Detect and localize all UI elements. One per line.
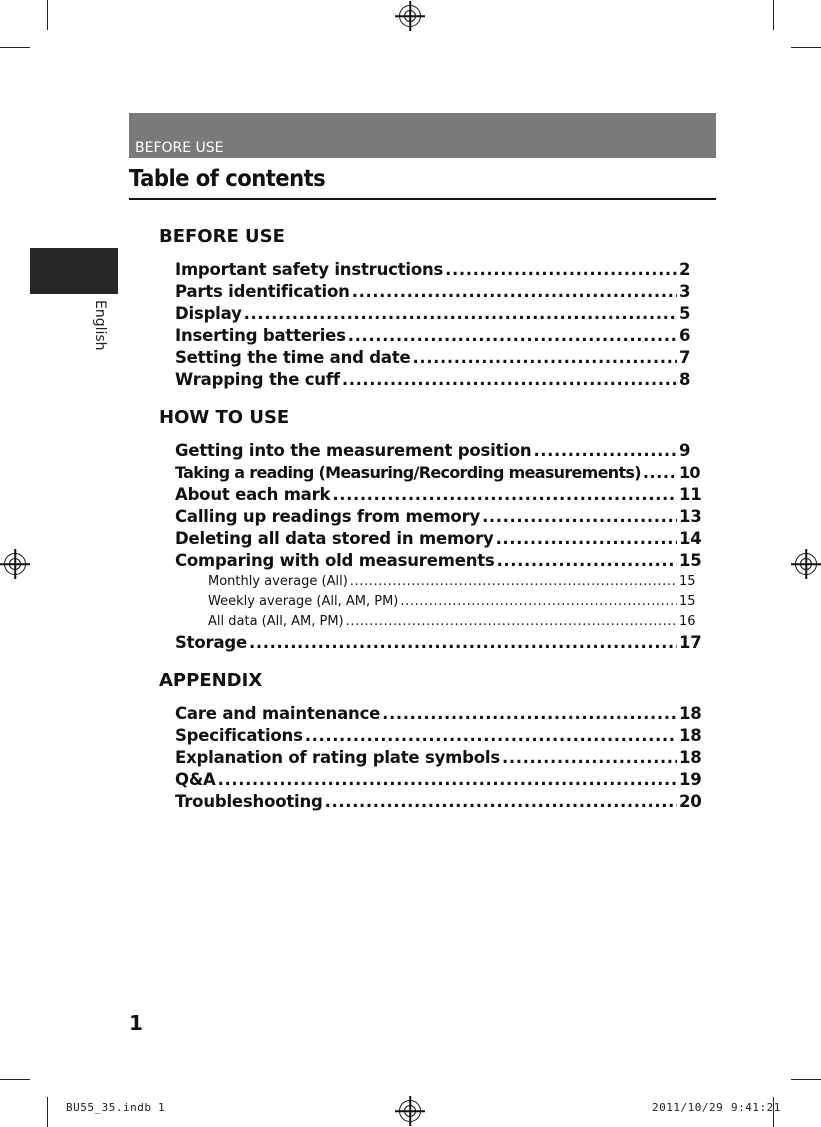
crop-mark bbox=[47, 0, 48, 30]
leader-dots bbox=[325, 791, 677, 813]
page-title: Table of contents bbox=[129, 166, 326, 192]
slug-file: BU55_35.indb bbox=[66, 1101, 152, 1114]
toc-entry[interactable] bbox=[175, 550, 702, 572]
title-divider bbox=[129, 198, 716, 200]
toc-entry-label: Explanation of rating plate symbols bbox=[175, 748, 500, 767]
registration-mark-icon bbox=[795, 553, 817, 575]
toc-entry-label: Care and maintenance bbox=[175, 704, 381, 723]
leader-dots bbox=[533, 440, 677, 462]
toc-entry-page: 15 bbox=[679, 594, 696, 609]
leader-dots bbox=[352, 281, 677, 303]
leader-dots bbox=[350, 572, 677, 592]
toc-entry-label: Taking a reading (Measuring/Recording measurements) bbox=[175, 463, 641, 482]
leader-dots bbox=[482, 506, 677, 528]
toc-entry-page: 17 bbox=[679, 633, 702, 652]
toc-subentry[interactable] bbox=[175, 572, 696, 592]
toc-subentry[interactable] bbox=[175, 592, 696, 612]
toc-entry-page: 5 bbox=[679, 304, 691, 323]
leader-dots bbox=[643, 462, 677, 484]
section-label: BEFORE USE bbox=[135, 140, 224, 156]
toc-entry-label: Specifications bbox=[175, 726, 303, 745]
toc-entry[interactable] bbox=[175, 484, 702, 506]
toc-entry[interactable] bbox=[175, 440, 689, 462]
leader-dots bbox=[382, 703, 677, 725]
crop-mark bbox=[773, 0, 774, 30]
toc-entry-page: 2 bbox=[679, 260, 691, 279]
toc-entry[interactable] bbox=[175, 369, 689, 391]
leader-dots bbox=[218, 769, 677, 791]
crop-mark bbox=[0, 1079, 30, 1080]
toc-entry[interactable] bbox=[175, 791, 702, 813]
toc-entry-label: Important safety instructions bbox=[175, 260, 444, 279]
toc-entry-page: 10 bbox=[679, 463, 700, 482]
toc-entry-label: Getting into the measurement position bbox=[175, 441, 532, 460]
crop-mark bbox=[791, 47, 821, 48]
leader-dots bbox=[496, 528, 677, 550]
toc-entry-page: 18 bbox=[679, 726, 702, 745]
section-gap bbox=[159, 391, 689, 405]
toc-entry-label: Comparing with old measurements bbox=[175, 551, 495, 570]
leader-dots bbox=[502, 747, 677, 769]
toc-entry-label: Setting the time and date bbox=[175, 348, 411, 367]
toc-entry-label: Troubleshooting bbox=[175, 792, 323, 811]
toc-entry-page: 14 bbox=[679, 529, 702, 548]
toc-entry-page: 15 bbox=[679, 551, 702, 570]
leader-dots bbox=[305, 725, 677, 747]
toc-entry-page: 16 bbox=[679, 614, 696, 629]
leader-dots bbox=[249, 632, 677, 654]
language-tab bbox=[30, 248, 118, 294]
toc-list bbox=[175, 259, 689, 391]
toc-entry-page: 9 bbox=[679, 441, 691, 460]
toc-entry-page: 18 bbox=[679, 704, 702, 723]
toc-entry[interactable] bbox=[175, 347, 689, 369]
toc-list bbox=[175, 703, 702, 813]
toc-entry[interactable] bbox=[175, 632, 702, 654]
toc-entry-label: Inserting batteries bbox=[175, 326, 346, 345]
toc-entry-label: Monthly average (All) bbox=[208, 574, 348, 589]
slug-time: 9:41:21 bbox=[731, 1101, 781, 1114]
language-label: English bbox=[92, 300, 108, 351]
section-band bbox=[129, 113, 716, 158]
crop-mark bbox=[47, 1097, 48, 1127]
leader-dots bbox=[497, 550, 677, 572]
toc-entry-label: Storage bbox=[175, 633, 247, 652]
table-of-contents bbox=[159, 224, 702, 813]
registration-mark-icon bbox=[399, 1100, 421, 1122]
toc-entry[interactable] bbox=[175, 703, 702, 725]
toc-entry[interactable] bbox=[175, 747, 702, 769]
toc-list bbox=[175, 440, 702, 654]
section-heading: BEFORE USE bbox=[159, 226, 285, 247]
toc-entry-page: 8 bbox=[679, 370, 691, 389]
toc-entry[interactable] bbox=[175, 325, 689, 347]
toc-entry-page: 3 bbox=[679, 282, 691, 301]
leader-dots bbox=[332, 484, 677, 506]
toc-entry-page: 7 bbox=[679, 348, 691, 367]
slug-date: 2011/10/29 bbox=[652, 1101, 724, 1114]
toc-entry-label: Deleting all data stored in memory bbox=[175, 529, 494, 548]
crop-mark bbox=[791, 1079, 821, 1080]
toc-entry-label: Display bbox=[175, 304, 242, 323]
toc-entry-label: Q&A bbox=[175, 770, 216, 789]
toc-entry[interactable] bbox=[175, 259, 689, 281]
toc-entry-page: 15 bbox=[679, 574, 696, 589]
page-number: 1 bbox=[129, 1011, 143, 1035]
leader-dots bbox=[413, 347, 677, 369]
toc-entry[interactable] bbox=[175, 769, 702, 791]
section-gap bbox=[159, 654, 689, 668]
toc-entry-page: 11 bbox=[679, 485, 702, 504]
toc-entry-label: Weekly average (All, AM, PM) bbox=[208, 594, 399, 609]
toc-entry-label: All data (All, AM, PM) bbox=[208, 614, 344, 629]
toc-entry-label: Parts identification bbox=[175, 282, 350, 301]
toc-entry[interactable] bbox=[175, 303, 689, 325]
crop-mark bbox=[0, 47, 30, 48]
section-heading: HOW TO USE bbox=[159, 407, 290, 428]
toc-entry[interactable] bbox=[175, 506, 702, 528]
registration-mark-icon bbox=[399, 5, 421, 27]
toc-entry[interactable] bbox=[175, 281, 689, 303]
toc-entry-label: Calling up readings from memory bbox=[175, 507, 481, 526]
toc-subentry[interactable] bbox=[175, 612, 696, 632]
toc-entry[interactable] bbox=[175, 725, 702, 747]
toc-entry-page: 20 bbox=[679, 792, 702, 811]
slug-page: 1 bbox=[158, 1101, 166, 1114]
toc-entry-label: About each mark bbox=[175, 485, 331, 504]
leader-dots bbox=[244, 303, 677, 325]
leader-dots bbox=[342, 369, 677, 391]
leader-dots bbox=[400, 592, 677, 612]
toc-entry-page: 13 bbox=[679, 507, 702, 526]
toc-entry-page: 6 bbox=[679, 326, 691, 345]
toc-entry[interactable] bbox=[175, 462, 700, 484]
toc-entry[interactable] bbox=[175, 528, 702, 550]
section-heading: APPENDIX bbox=[159, 670, 263, 691]
toc-entry-page: 19 bbox=[679, 770, 702, 789]
leader-dots bbox=[346, 612, 677, 632]
toc-entry-label: Wrapping the cuff bbox=[175, 370, 340, 389]
toc-entry-page: 18 bbox=[679, 748, 702, 767]
leader-dots bbox=[445, 259, 677, 281]
leader-dots bbox=[348, 325, 677, 347]
registration-mark-icon bbox=[4, 553, 26, 575]
